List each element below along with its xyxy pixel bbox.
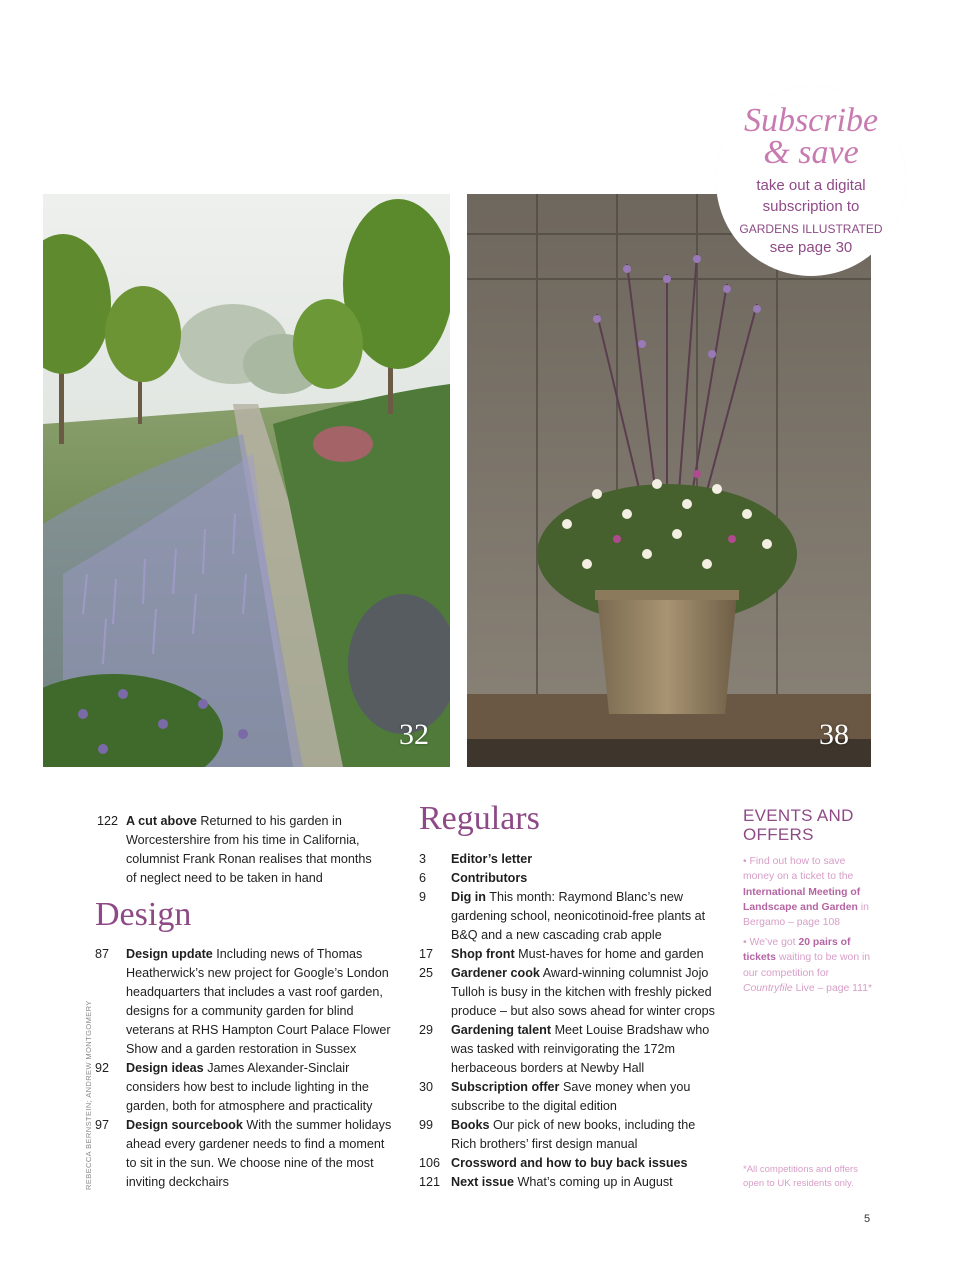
toc-page-number: 25 bbox=[419, 966, 434, 980]
toc-page-number: 17 bbox=[419, 947, 434, 961]
toc-entry-text: Meet Louise Bradshaw who bbox=[554, 1023, 710, 1037]
toc-entry-line bbox=[451, 850, 532, 869]
toc-page-number: 106 bbox=[419, 1156, 441, 1170]
toc-entry-line bbox=[126, 1173, 229, 1192]
design-heading: Design bbox=[95, 896, 192, 933]
toc-entry-text: columnist Frank Ronan realises that months bbox=[126, 852, 372, 866]
toc-entry-line bbox=[126, 1154, 374, 1173]
toc-entry-text: Our pick of new books, including the bbox=[493, 1118, 696, 1132]
toc-entry-title: Contributors bbox=[451, 871, 528, 885]
toc-entry-title: Dig in bbox=[451, 890, 486, 904]
toc-entry-line bbox=[451, 869, 527, 888]
photo-page-number: 32 bbox=[399, 718, 429, 751]
toc-entry-line bbox=[126, 1002, 354, 1021]
events-item-text: waiting to be won in our competition for bbox=[743, 952, 871, 979]
photo-credit: REBECCA BERNSTEIN; ANDREW MONTGOMERY bbox=[84, 1000, 93, 1190]
regulars-heading: Regulars bbox=[419, 800, 540, 837]
photo-page-number: 38 bbox=[819, 718, 849, 751]
events-item-highlight: 20 pairs of tickets bbox=[743, 937, 851, 964]
toc-entry-text: Worcestershire from his time in California, bbox=[126, 833, 360, 847]
events-item-text: Live – page 111* bbox=[795, 982, 873, 994]
subscribe-page-ref: see page 30 bbox=[769, 239, 853, 256]
lavender-garden-illustration bbox=[43, 194, 450, 767]
toc-entry-text: What’s coming up in August bbox=[517, 1175, 673, 1189]
events-item-italic: Countryfile bbox=[743, 982, 793, 994]
toc-entry-line bbox=[126, 1116, 391, 1135]
toc-page-number: 92 bbox=[95, 1061, 110, 1075]
subscribe-title-line2: & save bbox=[763, 134, 859, 171]
toc-entry-title: Next issue bbox=[451, 1175, 514, 1189]
toc-page-number: 9 bbox=[419, 890, 427, 904]
toc-entry-text: subscribe to the digital edition bbox=[451, 1099, 617, 1113]
toc-entry-title: Crossword and how to buy back issues bbox=[451, 1156, 688, 1170]
toc-entry-text: headquarters that includes a vast roof garden, bbox=[126, 985, 383, 999]
toc-entry-line bbox=[451, 888, 683, 907]
toc-entry-line bbox=[126, 1040, 356, 1059]
toc-entry-text: to sit in the sun. We choose nine of the most bbox=[126, 1156, 374, 1170]
toc-entry-title: Gardening talent bbox=[451, 1023, 552, 1037]
toc-page-number: 122 bbox=[97, 814, 119, 828]
events-item[interactable] bbox=[743, 935, 873, 996]
toc-entry-text: Show and a garden restoration in Sussex bbox=[126, 1042, 357, 1056]
toc-entry-text: This month: Raymond Blanc’s new bbox=[489, 890, 683, 904]
toc-entry-line bbox=[451, 945, 704, 964]
toc-entry-line bbox=[451, 1059, 644, 1078]
toc-entry-text: veterans at RHS Hampton Court Palace Flower bbox=[126, 1023, 391, 1037]
toc-page-number: 3 bbox=[419, 852, 427, 866]
toc-entry-text: Save money when you bbox=[562, 1080, 691, 1094]
events-heading-line: OFFERS bbox=[743, 825, 814, 844]
toc-entry-title: Subscription offer bbox=[451, 1080, 560, 1094]
toc-entry-line bbox=[451, 1154, 688, 1173]
toc-entry-text: B&Q and a new cascading crab apple bbox=[451, 928, 662, 942]
toc-entry-text: garden, both for atmosphere and practicality bbox=[126, 1099, 373, 1113]
toc-page-number: 99 bbox=[419, 1118, 434, 1132]
toc-entry-title: Design sourcebook bbox=[126, 1118, 243, 1132]
toc-page-number: 97 bbox=[95, 1118, 110, 1132]
toc-entry-line bbox=[451, 983, 712, 1002]
toc-entry-line bbox=[126, 1097, 372, 1116]
toc-entry-line bbox=[451, 1135, 637, 1154]
toc-entry-text: produce – but also sows ahead for winter crops bbox=[451, 1004, 715, 1018]
toc-entry-line bbox=[126, 964, 389, 983]
toc-entry-line bbox=[126, 831, 360, 850]
garden-border-photo bbox=[43, 194, 450, 767]
toc-entry-text: ahead every gardener needs to find a moment bbox=[126, 1137, 385, 1151]
subscribe-magazine-name: GARDENS ILLUSTRATED bbox=[739, 222, 883, 236]
toc-entry-title: A cut above bbox=[126, 814, 197, 828]
toc-entry-line bbox=[126, 1135, 384, 1154]
toc-entry-line bbox=[451, 1002, 715, 1021]
subscribe-text: take out a digital bbox=[756, 177, 866, 194]
toc-entry-text: Including news of Thomas bbox=[216, 947, 363, 961]
toc-entry-text: inviting deckchairs bbox=[126, 1175, 229, 1189]
events-item-text: in Bergamo – page 108 bbox=[743, 901, 869, 929]
toc-entry-line bbox=[451, 1116, 695, 1135]
toc-entry-text: Heatherwick’s new project for Google’s London bbox=[126, 966, 389, 980]
events-item[interactable] bbox=[743, 854, 873, 930]
toc-entry-line bbox=[126, 983, 383, 1002]
toc-entry-line bbox=[126, 869, 323, 888]
events-footnote: *All competitions and offers open to UK residents only. bbox=[743, 1164, 858, 1189]
toc-entry-text: Rich brothers’ first design manual bbox=[451, 1137, 638, 1151]
toc-entry-text: Tulloh is busy in the kitchen with freshly picked bbox=[451, 985, 712, 999]
toc-entry-text: of neglect need to be taken in hand bbox=[126, 871, 323, 885]
events-heading bbox=[743, 806, 854, 844]
toc-entry-text: was tasked with reinvigorating the 172m bbox=[451, 1042, 676, 1056]
toc-entry-text: considers how best to include lighting in the bbox=[126, 1080, 369, 1094]
toc-entry-line bbox=[451, 964, 708, 983]
toc-entry-title: Editor’s letter bbox=[451, 852, 533, 866]
toc-entry-line bbox=[126, 1021, 391, 1040]
toc-entry-line bbox=[126, 1059, 349, 1078]
toc-page-number: 30 bbox=[419, 1080, 434, 1094]
toc-entry-text: Award-winning columnist Jojo bbox=[542, 966, 709, 980]
toc-entry-line bbox=[451, 1078, 690, 1097]
toc-entry-text: herbaceous borders at Newby Hall bbox=[451, 1061, 645, 1075]
page-number: 5 bbox=[864, 1213, 871, 1225]
toc-entry-line bbox=[126, 812, 342, 831]
toc-entry-text: gardening school, neonicotinoid-free plants at bbox=[451, 909, 706, 923]
toc-entry-text: designs for a community garden for blind bbox=[126, 1004, 354, 1018]
toc-entry-title: Design update bbox=[126, 947, 213, 961]
events-heading-line: EVENTS AND bbox=[743, 806, 854, 825]
toc-entry-line bbox=[451, 926, 662, 945]
toc-entry-line bbox=[126, 850, 372, 869]
events-item-text: • Find out how to save money on a ticket to the bbox=[743, 856, 854, 883]
events-item-text: • We’ve got bbox=[743, 937, 796, 948]
events-item-highlight: International Meeting of Landscape and Garden bbox=[743, 886, 861, 913]
subscribe-roundel[interactable] bbox=[716, 86, 906, 276]
toc-entry-line bbox=[126, 1078, 369, 1097]
subscribe-text: subscription to bbox=[762, 198, 860, 215]
potted-plant-illustration bbox=[467, 194, 871, 767]
toc-entry-text: James Alexander-Sinclair bbox=[207, 1061, 350, 1075]
toc-entry-line bbox=[451, 1173, 673, 1192]
toc-page-number: 121 bbox=[419, 1175, 441, 1189]
toc-entry-title: Design ideas bbox=[126, 1061, 204, 1075]
toc-entry-line bbox=[451, 1097, 617, 1116]
toc-entry-title: Shop front bbox=[451, 947, 515, 961]
toc-entry-title: Gardener cook bbox=[451, 966, 540, 980]
toc-entry-line bbox=[126, 945, 362, 964]
toc-entry-line bbox=[451, 1021, 709, 1040]
toc-entry-text: Must-haves for home and garden bbox=[518, 947, 704, 961]
toc-page-number: 87 bbox=[95, 947, 110, 961]
toc-page-number: 6 bbox=[419, 871, 427, 885]
toc-entry-line bbox=[451, 1040, 675, 1059]
potted-plant-photo bbox=[467, 194, 871, 767]
toc-entry-text: With the summer holidays bbox=[246, 1118, 392, 1132]
subscribe-title: Subscribe bbox=[743, 102, 879, 139]
toc-entry-text: Returned to his garden in bbox=[200, 814, 342, 828]
toc-entry-line bbox=[451, 907, 705, 926]
toc-entry-title: Books bbox=[451, 1118, 490, 1132]
toc-page-number: 29 bbox=[419, 1023, 434, 1037]
